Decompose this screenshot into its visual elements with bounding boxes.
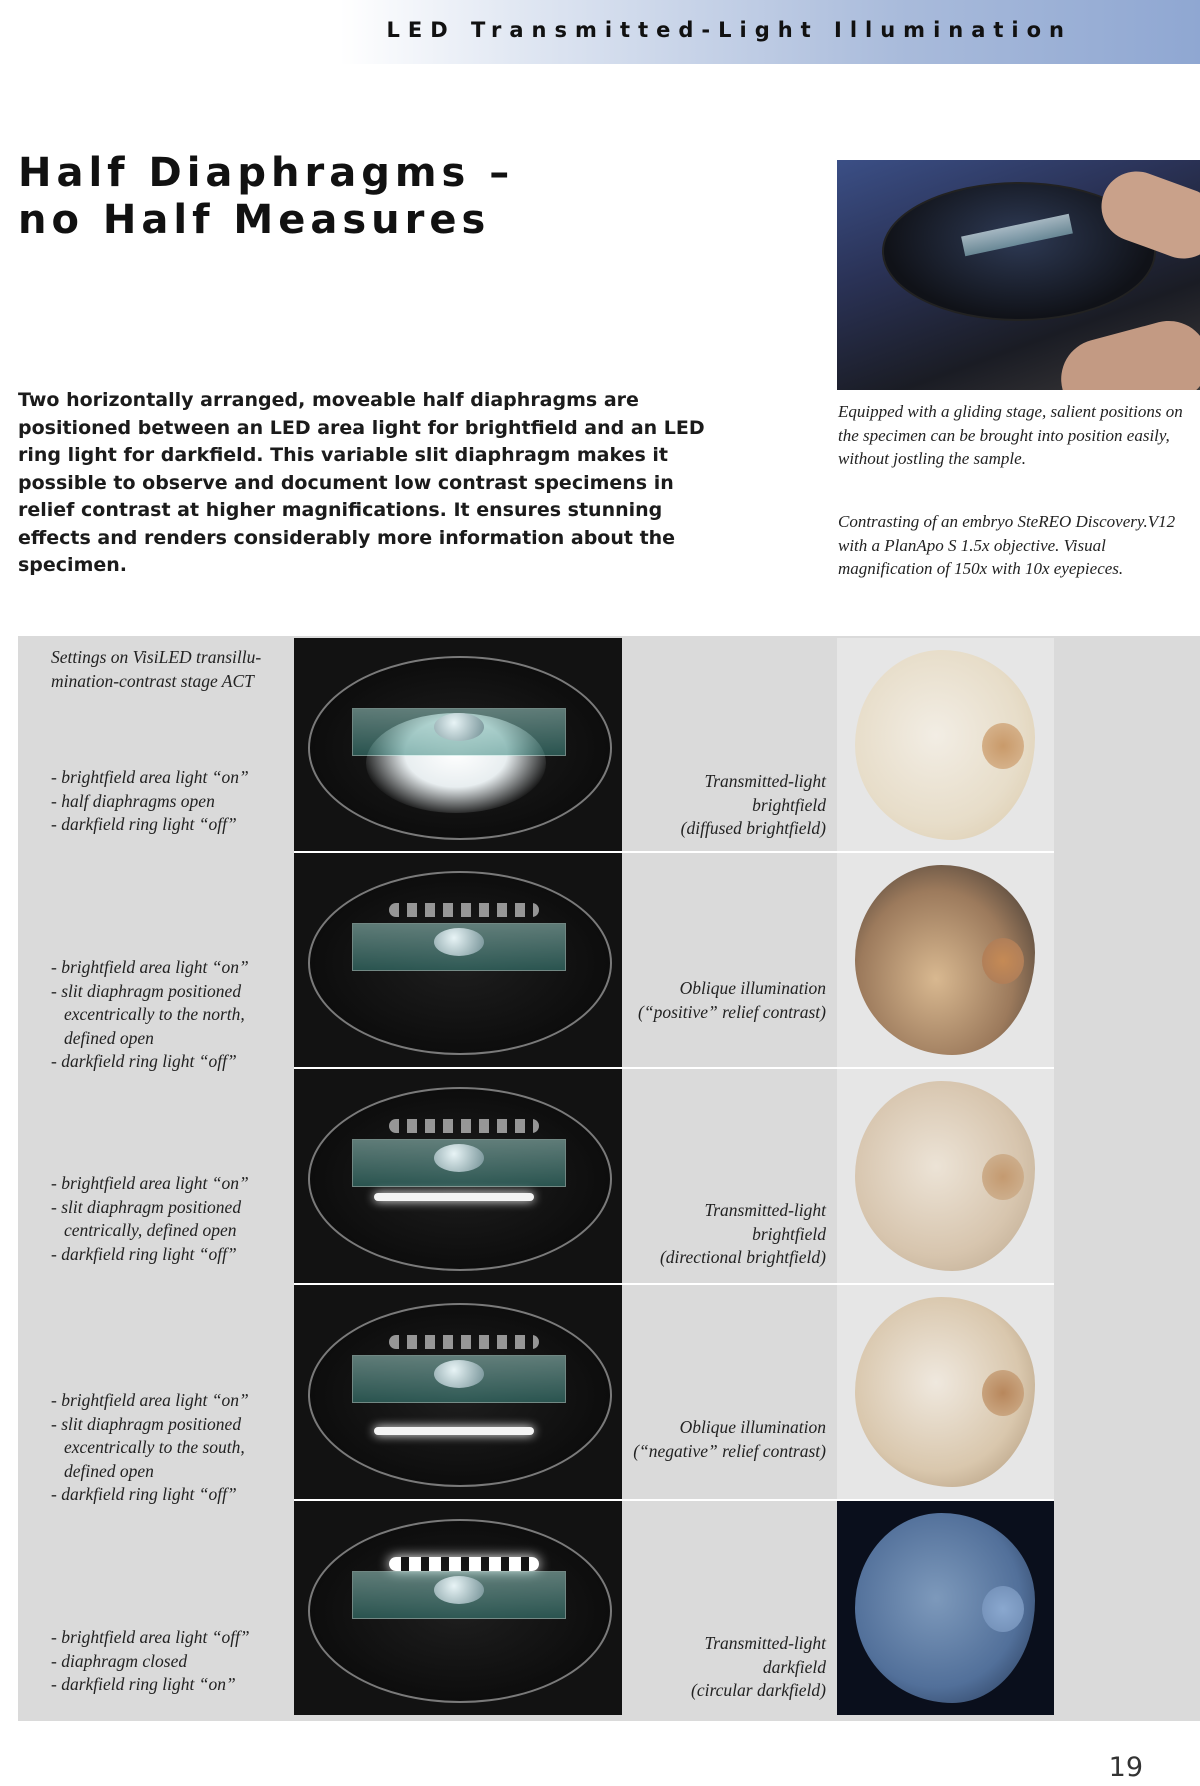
stage-photo-caption: Equipped with a gliding stage, salient positions on the specimen can be brought into position easily, without jostling the sample. (838, 402, 1183, 468)
stage-setup-photo (294, 1501, 622, 1715)
setting-item: - darkfield ring light “off” (51, 813, 291, 837)
setting-item: - darkfield ring light “on” (51, 1673, 291, 1697)
illumination-row (0, 638, 1200, 852)
page-number: 19 (1108, 1752, 1143, 1783)
embryo-spot (982, 1370, 1024, 1416)
led-ring-shape (389, 1557, 539, 1571)
stage-setup-photo (294, 1285, 622, 1499)
setting-item: - half diaphragms open (51, 790, 291, 814)
method-line: (“negative” relief contrast) (633, 1440, 826, 1461)
slit-light (374, 1193, 534, 1201)
embryo-photo (837, 1501, 1054, 1715)
illumination-row (0, 853, 1200, 1071)
setting-item: - diaphragm closed (51, 1650, 291, 1674)
method-line: (“positive” relief contrast) (638, 1001, 826, 1022)
method-label (600, 977, 826, 1024)
hand-shape (1052, 312, 1200, 390)
setting-item: - darkfield ring light “off” (51, 1483, 291, 1507)
method-label (600, 1199, 826, 1270)
specimen-drop (434, 713, 484, 741)
header-band (340, 0, 1200, 64)
method-line: brightfield (752, 794, 826, 815)
stage-setup-photo (294, 1069, 622, 1283)
method-line: (directional brightfield) (659, 1247, 826, 1267)
method-line: Transmitted-light (704, 1200, 826, 1220)
led-ring-shape (389, 903, 539, 917)
illumination-row (0, 1069, 1200, 1283)
gliding-stage-photo (837, 160, 1200, 390)
setting-item: - brightfield area light “on” (51, 1172, 291, 1196)
method-line: Transmitted-light (704, 771, 826, 791)
embryo-spot (982, 938, 1024, 984)
settings-list (51, 766, 291, 837)
specimen-drop (434, 1576, 484, 1604)
embryo-photo (837, 638, 1054, 852)
method-label (600, 1416, 826, 1463)
embryo-caption: Contrasting of an embryo SteREO Discovery.V12 with a PlanApo S 1.5x objective. Visual magnification of 150x with 10x eyepieces. (838, 512, 1176, 578)
settings-heading: Settings on VisiLED transillu-mination-contrast stage ACT (51, 647, 262, 691)
intro-paragraph: Two horizontally arranged, moveable half diaphragms are positioned between an LED area light for brightfield and an LED ring light for darkfield. This variable slit diaphragm makes it possible to observe and document low contrast specimens in relief contrast at higher magnifications. It ensures stunning effects and renders considerably more information about the specimen. (18, 389, 705, 576)
method-line: darkfield (762, 1656, 826, 1677)
settings-list (51, 1389, 291, 1507)
stage-setup-photo (294, 638, 622, 852)
page-title-line-1: Half Diaphragms – (18, 150, 515, 196)
embryo-photo (837, 853, 1054, 1067)
specimen-drop (434, 1360, 484, 1388)
setting-item: - darkfield ring light “off” (51, 1050, 291, 1074)
method-line: (circular darkfield) (691, 1680, 826, 1700)
method-label (600, 770, 826, 841)
setting-item: - brightfield area light “on” (51, 1389, 291, 1413)
method-line: Transmitted-light (704, 1633, 826, 1653)
method-line: Oblique illumination (679, 978, 826, 998)
embryo-spot (982, 723, 1024, 769)
method-line: Oblique illumination (679, 1417, 826, 1437)
slit-light (374, 1427, 534, 1435)
settings-list (51, 1172, 291, 1266)
embryo-photo (837, 1285, 1054, 1499)
illumination-row (0, 1501, 1200, 1715)
setting-item: - slit diaphragm positioned excentrically to the south, defined open (51, 1413, 291, 1484)
setting-item: - brightfield area light “on” (51, 766, 291, 790)
embryo-spot (982, 1154, 1024, 1200)
setting-item: - darkfield ring light “off” (51, 1243, 291, 1267)
illumination-row (0, 1285, 1200, 1504)
led-ring-shape (389, 1335, 539, 1349)
led-ring-shape (389, 1119, 539, 1133)
specimen-drop (434, 928, 484, 956)
setting-item: - slit diaphragm positioned centrically, defined open (51, 1196, 291, 1243)
setting-item: - slit diaphragm positioned excentrically to the north, defined open (51, 980, 291, 1051)
embryo-spot (982, 1586, 1024, 1632)
setting-item: - brightfield area light “off” (51, 1626, 291, 1650)
method-label (600, 1632, 826, 1703)
header-title: LED Transmitted-Light Illumination (386, 18, 1072, 42)
stage-setup-photo (294, 853, 622, 1067)
specimen-drop (434, 1144, 484, 1172)
method-line: brightfield (752, 1223, 826, 1244)
method-line: (diffused brightfield) (680, 818, 826, 838)
settings-list (51, 1626, 291, 1697)
page-title-line-2: no Half Measures (18, 197, 491, 243)
settings-list (51, 956, 291, 1074)
embryo-photo (837, 1069, 1054, 1283)
page-title (18, 150, 514, 244)
setting-item: - brightfield area light “on” (51, 956, 291, 980)
